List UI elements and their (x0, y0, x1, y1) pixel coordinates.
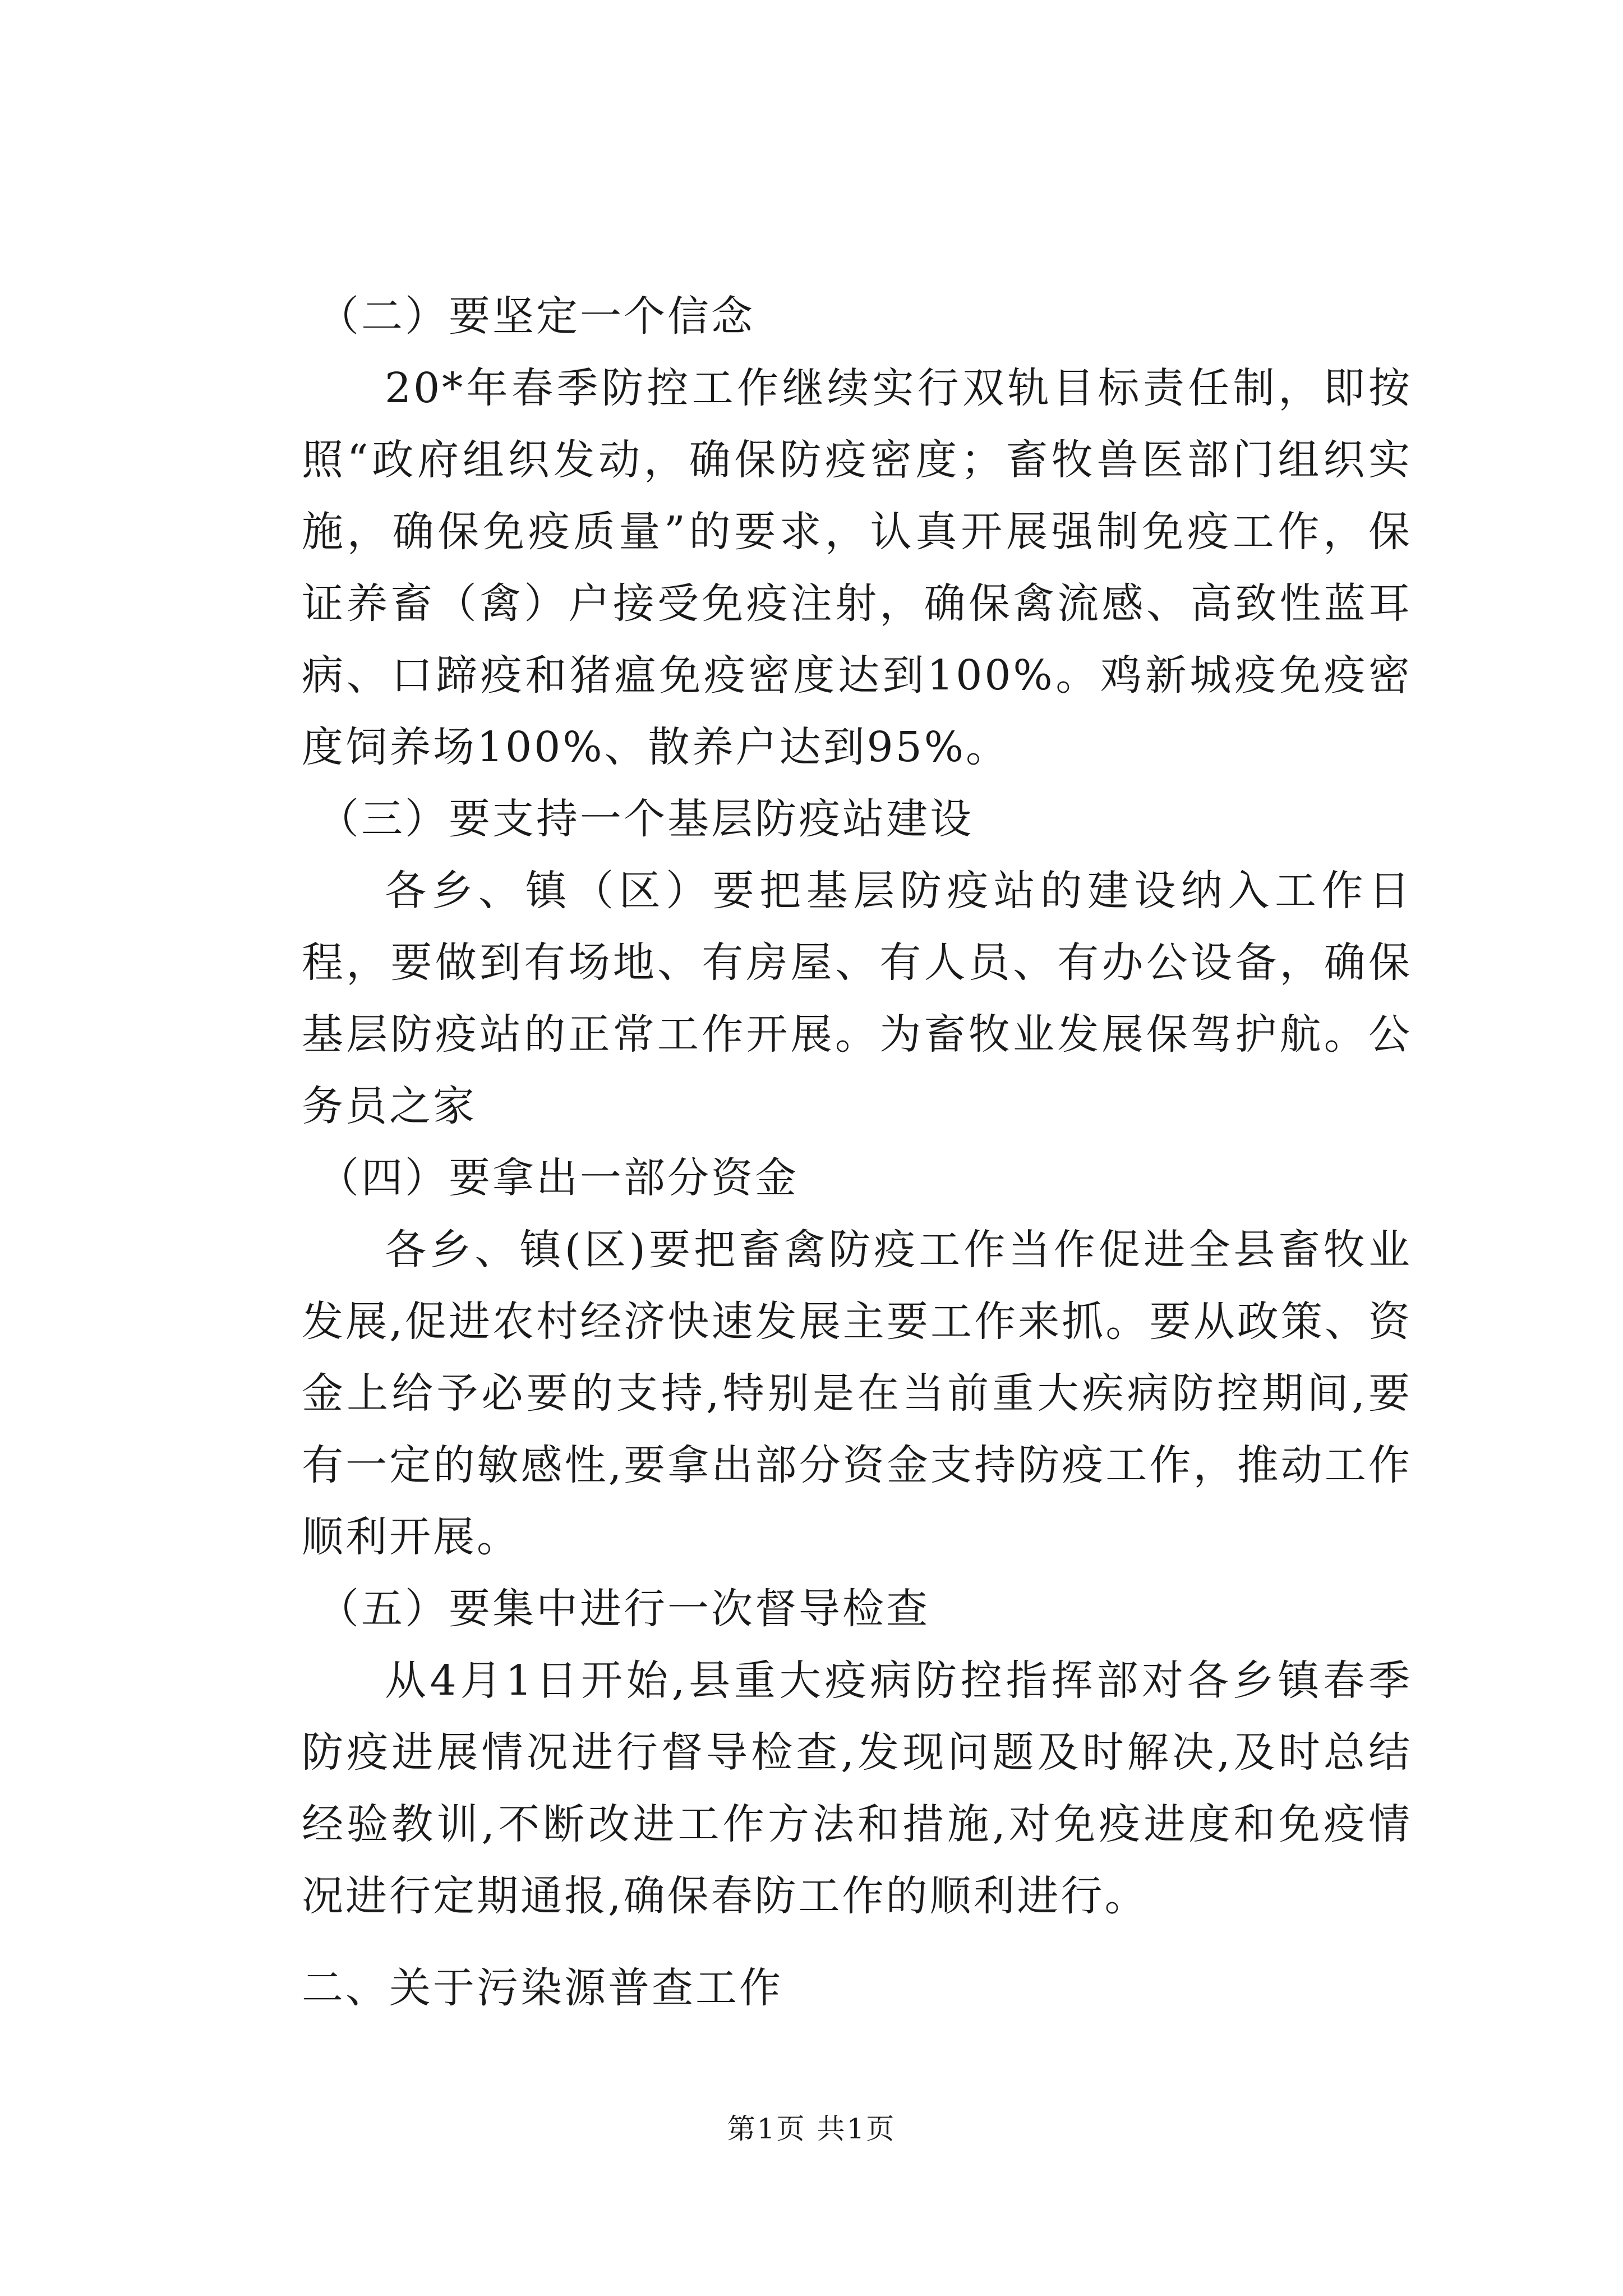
section-heading: （五）要集中进行一次督导检查 (317, 1585, 930, 1633)
body-paragraph: 20*年春季防控工作继续实行双轨目标责任制，即按照“政府组织发动，确保防疫密度；畜牧兽医部门组织实施，确保免疫质量”的要求，认真开展强制免疫工作，保证养畜（禽）户接受免疫注射，确保禽流感、高致性蓝耳病、口蹄疫和猪瘟免疫密度达到100%。鸡新城疫免疫密度饲养场100%、散养户达到95%。 (302, 364, 1412, 771)
section-heading: （二）要坚定一个信念 (317, 292, 755, 341)
document-body (302, 280, 1412, 2024)
body-paragraph: 从4月1日开始,县重大疫病防控指挥部对各乡镇春季防疫进展情况进行督导检查,发现问题及时解决,及时总结经验教训,不断改进工作方法和措施,对免疫进度和免疫情况进行定期通报,确保春防工作的顺利进行。 (302, 1657, 1412, 1920)
page-footer: 第1页 共1页 (727, 2113, 896, 2145)
body-paragraph: 各乡、镇（区）要把基层防疫站的建设纳入工作日程，要做到有场地、有房屋、有人员、有办公设备，确保基层防疫站的正常工作开展。为畜牧业发展保驾护航。公务员之家 (302, 867, 1412, 1130)
chapter-heading: 二、关于污染源普查工作 (302, 1964, 783, 2012)
section-heading: （四）要拿出一部分资金 (317, 1154, 799, 1202)
body-paragraph: 各乡、镇(区)要把畜禽防疫工作当作促进全县畜牧业发展,促进农村经济快速发展主要工作来抓。要从政策、资金上给予必要的支持,特别是在当前重大疾病防控期间,要有一定的敏感性,要拿出部分资金支持防疫工作，推动工作顺利开展。 (302, 1226, 1412, 1561)
section-heading: （三）要支持一个基层防疫站建设 (317, 795, 974, 843)
